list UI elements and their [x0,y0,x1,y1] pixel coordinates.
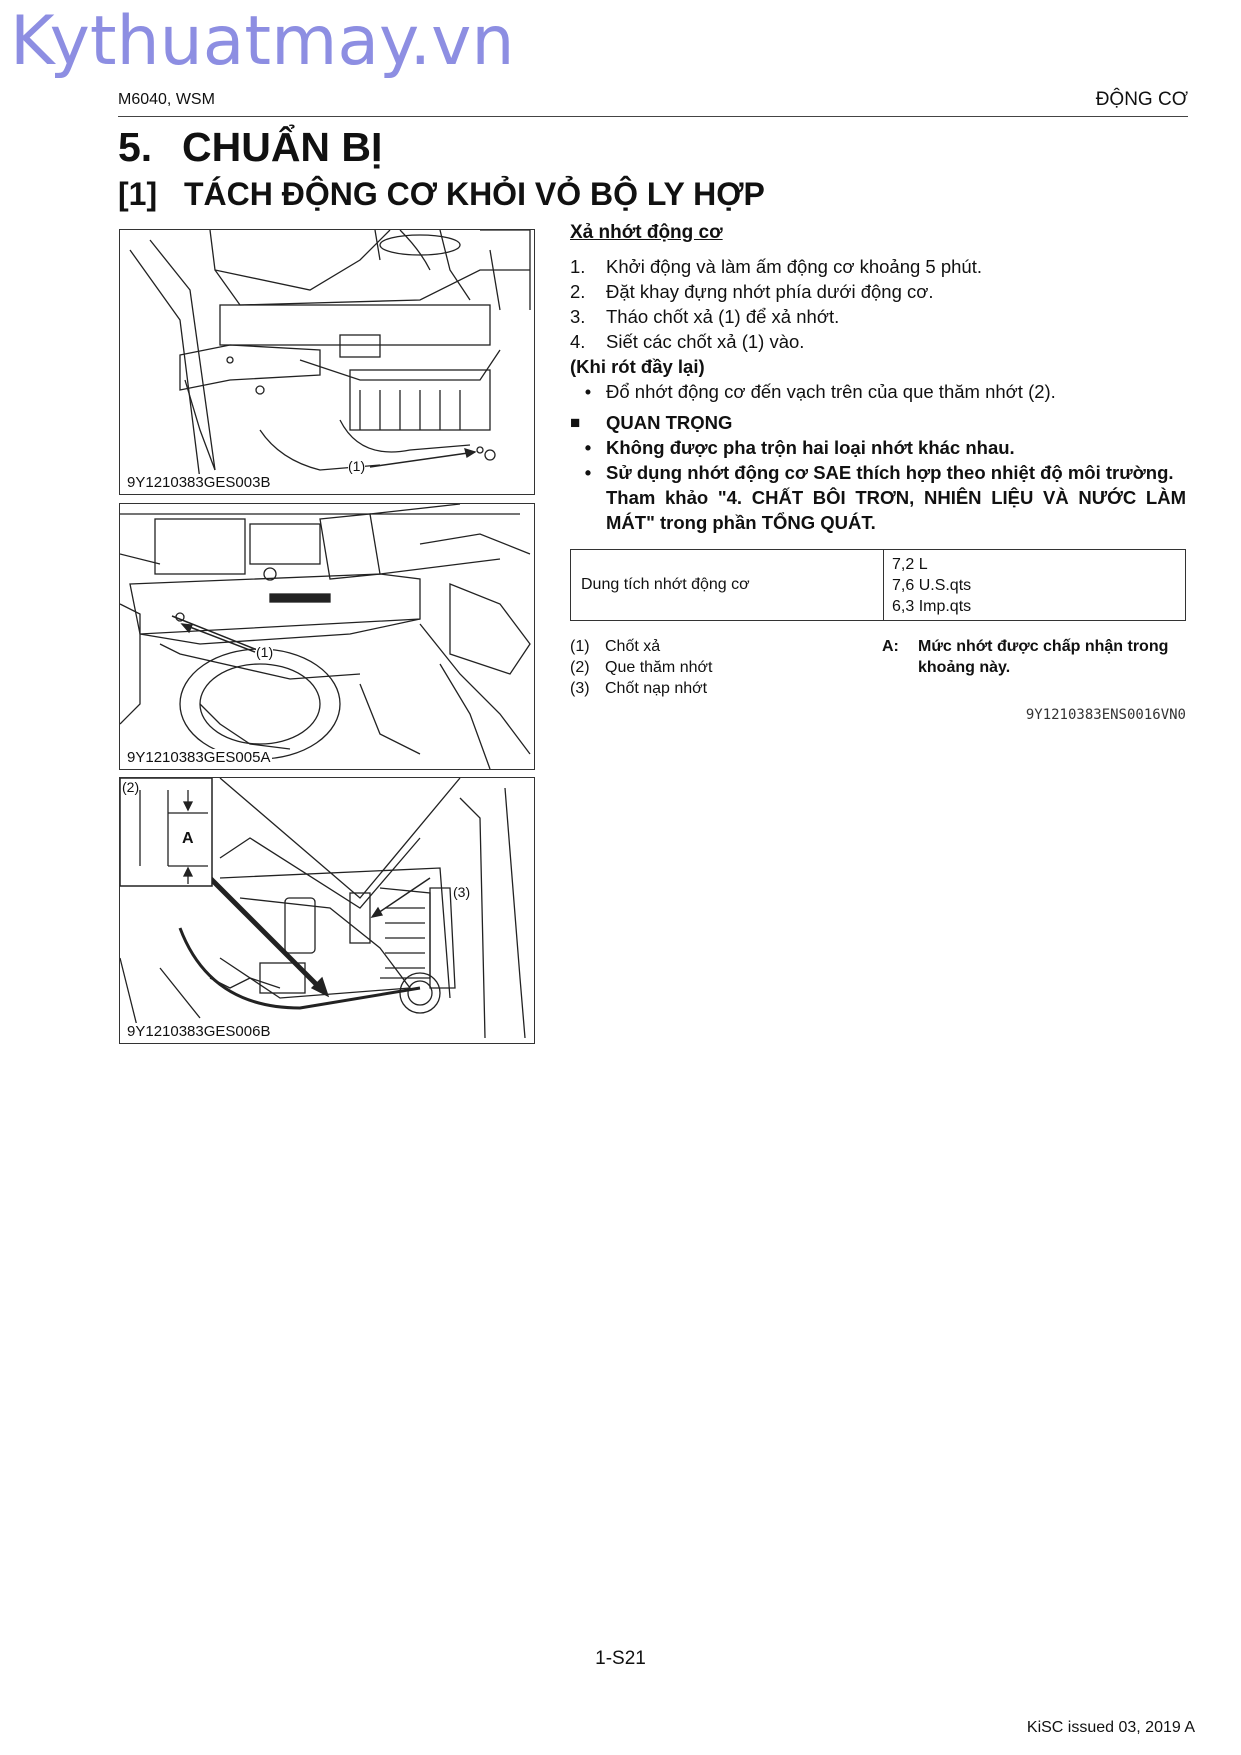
step-text: Đặt khay đựng nhớt phía dưới động cơ. [606,281,934,302]
engine-illustration [120,778,534,1043]
legend-text: Chốt nạp nhớt [605,680,708,697]
figure-code: 9Y1210383GES005A [127,749,271,766]
step-text: Tháo chốt xả (1) để xả nhớt. [606,306,840,327]
callout-2: (2) [122,779,140,795]
square-icon: ■ [570,413,581,432]
procedure-title: Xả nhớt động cơ [570,222,723,243]
step-number: 3. [570,306,586,327]
figure-code: 9Y1210383GES003B [127,474,271,491]
spec-value: 7,2 L [892,555,928,573]
important-reference [570,485,1186,535]
legend [570,636,1186,699]
important-heading [570,410,1186,435]
step-number: 2. [570,281,586,302]
callout-1: (1) [348,458,366,474]
callout-1: (1) [256,644,274,660]
figure-drain-plug-left [119,229,535,495]
refill-bullet [570,379,1186,404]
refill-heading: (Khi rót đầy lại) [570,356,705,377]
important-text: Sử dụng nhớt động cơ SAE thích hợp theo nhiệt độ môi trường. [606,462,1174,483]
issue-note: KiSC issued 03, 2019 A [1026,1719,1195,1736]
spec-label: Dung tích nhớt động cơ [571,550,884,621]
legend-a-text: Mức nhớt được chấp nhận trong khoảng này. [918,638,1169,676]
legend-a-key: A: [882,638,899,655]
step-text: Siết các chốt xả (1) vào. [606,331,805,352]
important-item [570,460,1186,485]
legend-text: Que thăm nhớt [605,659,713,676]
step-number: 1. [570,256,586,277]
reference-text: Tham khảo "4. CHẤT BÔI TRƠN, NHIÊN LIỆU VÀ NƯỚC LÀM MÁT" trong phần TỔNG QUÁT. [606,487,1186,533]
callout-3: (3) [453,884,471,900]
subsection-title: TÁCH ĐỘNG CƠ KHỎI VỎ BỘ LY HỢP [184,176,765,212]
important-item [570,435,1186,460]
step-item [570,329,1186,354]
page-number: 1-S21 [595,1648,646,1669]
legend-a [882,636,1186,699]
step-number: 4. [570,331,586,352]
section-title: CHUẨN BỊ [182,124,383,170]
refill-text: Đổ nhớt động cơ đến vạch trên của que thăm nhớt (2). [606,381,1056,402]
bullet-dot: • [584,437,592,458]
section-number: 5. [118,124,153,170]
legend-number: (3) [570,680,590,697]
legend-item [570,678,882,699]
bullet-dot: • [584,381,592,402]
section-heading [118,124,382,171]
subsection-heading [118,176,765,213]
legend-number: (1) [570,638,590,655]
header-rule [118,116,1188,117]
engine-illustration [120,230,534,494]
document-code: 9Y1210383ENS0016VN0 [1025,707,1186,723]
procedure-column [570,222,1186,723]
figure-dipstick-filler [119,777,535,1044]
figure-drain-plug-right [119,503,535,770]
important-label: QUAN TRỌNG [606,412,733,433]
step-item [570,304,1186,329]
legend-text: Chốt xả [605,638,661,655]
engine-illustration [120,504,534,769]
legend-item [570,657,882,678]
legend-number: (2) [570,659,590,676]
oil-capacity-table [570,549,1186,621]
spec-value: 7,6 U.S.qts [892,576,972,594]
header-chapter: ĐỘNG CƠ [1095,89,1188,110]
figure-code: 9Y1210383GES006B [127,1023,271,1040]
important-text: Không được pha trộn hai loại nhớt khác nhau. [606,437,1015,458]
subsection-number: [1] [118,176,158,212]
step-text: Khởi động và làm ấm động cơ khoảng 5 phút. [606,256,982,277]
step-item [570,279,1186,304]
step-item [570,254,1186,279]
spec-value: 6,3 Imp.qts [892,597,972,615]
callout-a: A [182,830,194,847]
spec-values [884,550,1186,621]
legend-item [570,636,882,657]
header-manual-id: M6040, WSM [118,91,215,108]
watermark: Kythuatmay.vn [10,2,515,81]
bullet-dot: • [584,462,592,483]
